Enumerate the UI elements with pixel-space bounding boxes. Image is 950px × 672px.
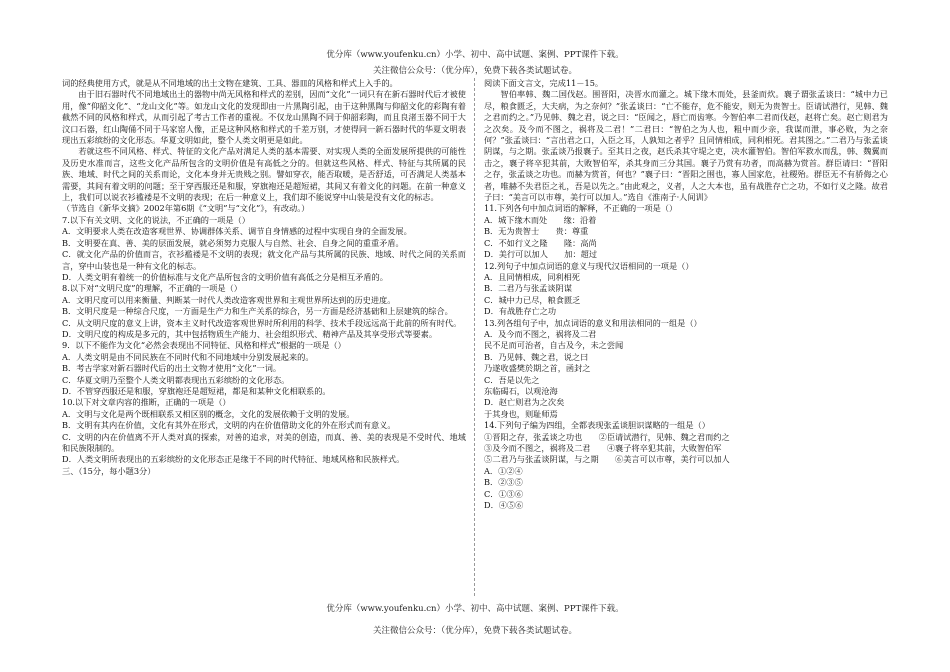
question-9-option-b: B．考古学家对新石器时代后的出土文物才使用“文化”一词。 bbox=[62, 363, 282, 374]
question-14-option-c: C．①③⑥ bbox=[484, 488, 524, 499]
passage-paragraph: 词的经典使用方式，就是从不同地域的出土文物在建筑、工具、器皿的风格和样式上入手的。 bbox=[62, 78, 398, 88]
question-12-option-b: B．二君乃与张孟谈阴谋 bbox=[484, 283, 572, 294]
column-divider bbox=[474, 78, 475, 596]
left-column bbox=[62, 78, 466, 596]
question-13-option-line: A．及今而不图之，祸将及二君 bbox=[484, 328, 597, 339]
classical-passage: 智伯率韩、魏二国伐赵。围晋阳，决晋水而灌之。城下缘木而处，县釜而炊。襄子谓张孟谈曰：“城中力已尽，粮食匮乏，大夫病，为之奈何？”张孟谈曰：“亡不能存，危不能安，则无为贵智士。臣请试潜行，见韩、魏之君而约之。”乃见韩、魏之君，说之曰：“臣闻之，唇亡而齿寒。今智伯率二君而伐赵，赵将亡矣。赵亡则君为之次矣。及今而不图之，祸将及二君！”二君曰：“智伯之为人也，粗中而少亲，我谋而泄，事必败，为之奈何？”张孟谈曰：“言出君之口，入臣之耳，人孰知之者乎？且同情相成，同利相死。君其图之。”二君乃与张孟谈阴谋，与之期。张孟谈乃报襄子。至其日之夜，赵氏杀其守堤之吏，决水灌智伯。智伯军救水而乱，韩、魏翼而击之，襄子将卒犯其前，大败智伯军，杀其身而三分其国。襄子乃赏有功者，而高赫为赏首。群臣请曰：“晋阳之存，张孟谈之功也。而赫为赏首，何也？”襄子曰：“晋阳之围也，寡人国家危，社稷殆。群臣无不有骄侮之心者，唯赫不失君臣之礼，吾是以先之。”由此观之，义者，人之大本也，虽有战胜存亡之功，不如行义之隆。故君子曰：“美言可以市尊，美行可以加人。”选自《淮南子·人间训》 bbox=[484, 89, 888, 203]
question-14-item: ⑥美言可以市尊，美行可以加人 bbox=[615, 454, 730, 465]
question-13-option-line: D．赵亡则君为之次矣 bbox=[484, 397, 565, 408]
question-9-option-c: C．华夏文明乃至整个人类文明都表现出五彩缤纷的文化形态。 bbox=[62, 374, 290, 385]
question-13-option-line: 于其身也，则耻师焉 bbox=[484, 408, 558, 419]
question-14-item: ④襄子将卒犯其前，大败智伯军 bbox=[606, 443, 722, 453]
passage-paragraph: 若就这些不同风格、样式、特征的文化产品对满足人类的基本需要、对实现人类的全面发展所提供的可能性及历史水准而言，这些文化产品所包含的文明价值是有高低之分的。但就这些风格、样式、特征与其所属的民族、地域、时代之间的关系而论，文化本身并无贵贱之别。譬如穿衣，能否取暖，是否舒适，可否满足人类基本需要，其间有着文明的问题；至于穿西服还是和服，穿旗袍还是超短裙，其间又有着文化的问题。在前一种意义上，我们可以说衣衫褴褛是不文明的表现；在后一种意义上，我们却不能说穿中山装是没有文化的标志。 bbox=[62, 146, 466, 203]
question-8-option-a: A．文明尺度可以用来衡量、判断某一时代人类改造客观世界和主观世界所达到的历史进度。 bbox=[62, 294, 396, 305]
question-8-option-b: B．文明尺度是一种综合尺度，一方面是生产力和生产关系的综合，另一方面是经济基础和上层建筑的综合。 bbox=[62, 306, 453, 317]
question-7-option-b: B．文明要在真、善、美的层面发展，就必须努力克服人与自然、社会、自身之间的重重矛盾。 bbox=[62, 237, 404, 248]
question-14-items-row bbox=[484, 454, 888, 465]
question-13-option-line: B．乃见韩、魏之君，说之曰 bbox=[484, 351, 589, 362]
question-10-stem: 10.以下对文章内容的推断，正确的一项是（） bbox=[62, 397, 231, 408]
question-7-option-a: A．文明要求人类在改造客观世界、协调群体关系、调节自身情感的过程中实现自身的全面发展。 bbox=[62, 226, 412, 237]
question-14-item: ⑤二君乃与张孟谈阴谋，与之期 bbox=[484, 454, 599, 465]
question-10-option-a: A．文明与文化是两个既相联系又相区别的概念，文化的发展依赖于文明的发展。 bbox=[62, 408, 355, 419]
question-14-option-b: B．②③⑤ bbox=[484, 477, 523, 488]
footer-wechat-line: 关注微信公众号：（优分库），免费下载各类试题试卷。 bbox=[372, 626, 577, 636]
passage-source: （节选自《新华文摘》2002年第6期《“文明”与“文化”》，有改动。） bbox=[62, 203, 310, 214]
footer-site-line: 优分库（www.youfenku.cn）小学、初中、高中试题、案例、PPT课件下载。 bbox=[326, 604, 624, 614]
question-13-option-line: C．吾是以先之 bbox=[484, 374, 540, 385]
question-13-option-line: 乃遂收盛樊於期之首，函封之 bbox=[484, 363, 591, 374]
question-7-option-d: D．人类文明有着统一的价值标准与文化产品所包含的文明价值有高低之分是相互矛盾的。 bbox=[62, 271, 388, 282]
question-11-option-a: A．城下缘木而处 缘：沿着 bbox=[484, 214, 597, 225]
question-14-option-d: D．④⑤⑥ bbox=[484, 500, 524, 511]
question-14-items-row bbox=[484, 432, 888, 443]
question-14-option-a: A．①②④ bbox=[484, 465, 523, 476]
question-12-stem: 12.列句子中加点词语的意义与现代汉语相同的一项是（） bbox=[484, 260, 694, 271]
question-8-stem: 8.以下对“文明尺度”的理解，不正确的一项是（） bbox=[62, 283, 242, 294]
header-wechat-line: 关注微信公众号：（优分库），免费下载各类试题试卷。 bbox=[372, 66, 577, 76]
question-12-option-d: D．有战胜存亡之功 bbox=[484, 306, 557, 317]
question-13-stem: 13.列各组句子中，加点词语的意义和用法相同的一组是（） bbox=[484, 317, 702, 328]
question-10-option-d: D．人类文明所表现出的五彩缤纷的文化形态正是缘于不同的时代特征、地域风格和民族样式。 bbox=[62, 454, 405, 465]
question-7-option-c: C．就文化产品的价值而言，衣衫褴褛是不文明的表现；就文化产品与其所属的民族、地域、时代之间的关系而言，穿中山装也是一种有文化的标志。 bbox=[62, 249, 466, 271]
question-10-option-c: C．文明的内在价值离不开人类对真的探索，对善的追求，对美的创造，而真、善、美的表现是不受时代、地域和民族限制的。 bbox=[62, 431, 466, 453]
section-three-heading: 三、（15分，每小题3分） bbox=[62, 465, 156, 476]
question-9-option-d: D．不管穿西服还是和服，穿旗袍还是超短裙，都是和某种文化相联系的。 bbox=[62, 385, 331, 396]
question-11-option-b: B．无为贵智士 贵：尊重 bbox=[484, 226, 589, 237]
question-14-item: ②臣请试潜行，见韩、魏之君而约之 bbox=[598, 431, 730, 442]
question-13-option-line: 东临碣石，以观沧海 bbox=[484, 385, 558, 396]
passage-paragraph: 由于旧石器时代不同地域出土的器物中尚无风格和样式的差别，因而“文化”一词只有在新石器时代后才被使用，像“仰韶文化”、“龙山文化”等。如龙山文化的发现即由一片黑陶引起，由于这种黑陶与仰韶文化的彩陶有着截然不同的风格和样式，从而引起了考古工作者的重视。不仅龙山黑陶不同于仰韶彩陶，而且良渚玉器不同于大汶口石器，红山陶俑不同于马家窑人像，正是这种风格和样式的千差万别，才使得同一新石器时代的华夏文明表现出五彩缤纷的文化形态。华夏文明如此，整个人类文明更是如此。 bbox=[62, 89, 466, 146]
question-11-option-d: D．美行可以加人 加：超过 bbox=[484, 249, 598, 260]
question-9-stem: 9．以下不能作为文化“必然会表现出不同特征、风格和样式”根据的一项是（） bbox=[62, 340, 346, 351]
question-11-stem: 11.下列各句中加点词语的解释，不正确的一项是（） bbox=[484, 203, 678, 214]
question-10-option-b: B．文明有其内在价值，文化有其外在形式，文明的内在价值借助文化的外在形式而有意义。 bbox=[62, 420, 396, 431]
question-14-items-row bbox=[484, 443, 888, 454]
right-column bbox=[484, 78, 888, 596]
header-site-line: 优分库（www.youfenku.cn）小学、初中、高中试题、案例、PPT课件下载。 bbox=[326, 50, 624, 60]
question-12-option-c: C．城中力已尽，粮食匮乏 bbox=[484, 294, 581, 305]
question-12-option-a: A．且同情相成，同利相死 bbox=[484, 271, 580, 282]
question-14-item: ①晋阳之存，张孟谈之功也 bbox=[484, 431, 583, 442]
classical-reading-intro: 阅读下面文言文，完成11－15。 bbox=[484, 78, 604, 88]
question-7-stem: 7.以下有关文明、文化的说法，不正确的一项是（） bbox=[62, 214, 250, 225]
question-14-stem: 14.下列句子编为四组，全都表现张孟谈胆识谋略的一组是（） bbox=[484, 420, 710, 431]
question-9-option-a: A．人类文明是由不同民族在不同时代和不同地域中分别发展起来的。 bbox=[62, 351, 314, 362]
question-14-item: ③及今而不图之，祸将及二君 bbox=[484, 443, 591, 453]
question-8-option-c: C．从文明尺度的意义上讲，资本主义时代改造客观世界时所利用的科学、技术手段远远高于此前的所有时代。 bbox=[62, 317, 462, 328]
question-11-option-c: C．不如行义之隆 隆：高尚 bbox=[484, 237, 597, 248]
question-8-option-d: D．文明尺度的构成是多元的，其中包括物质生产能力、社会组织形式、精神产品及其享受形式等要素。 bbox=[62, 328, 438, 339]
question-13-option-line: 民不足而可治者，自古及今，未之尝闻 bbox=[484, 340, 624, 351]
